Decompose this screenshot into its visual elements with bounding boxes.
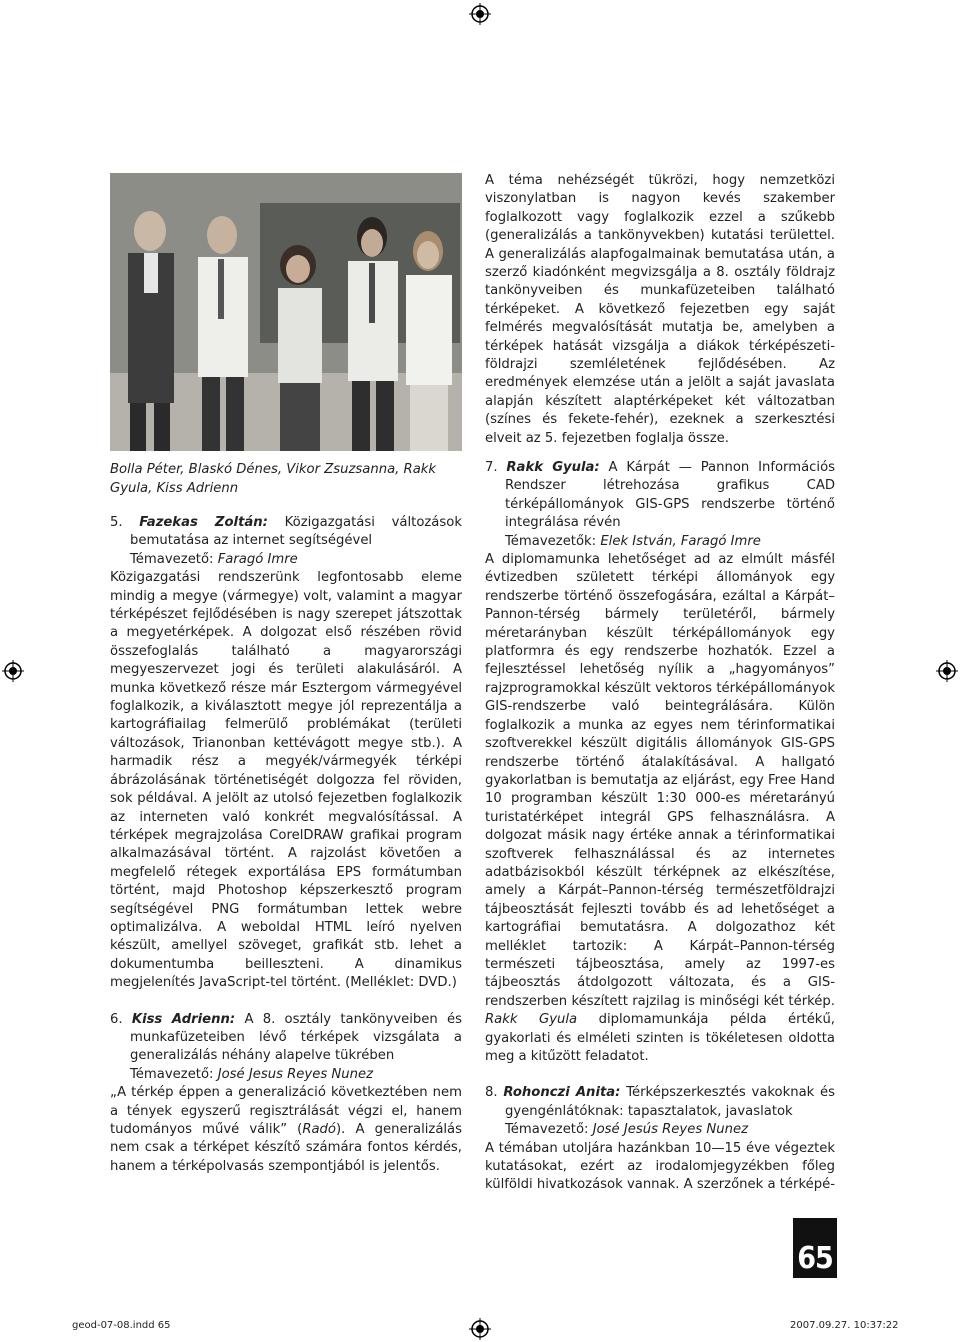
item-8-title: Térképszerkesztés vakoknak és gyengénlátóknak: tapasztalatok, javaslatok: [505, 1085, 835, 1119]
item-6-body-text: A generalizálás nem csak a térképet készítő számára fontos kérdés, hanem a térképolvasás szempontjából is jelentős.: [110, 1122, 463, 1174]
registration-mark-icon: [936, 660, 958, 682]
item-5-supervisor: Témavezető: Faragó Imre: [130, 551, 298, 567]
item-7-author: Rakk Gyula:: [506, 460, 600, 475]
item-7-closing-name: Rakk Gyula: [485, 1012, 578, 1028]
footer-file-info: geod-07-08.indd 65: [72, 1320, 171, 1331]
item-6-quote: „A térkép éppen a generalizáció következtében nem a tények egyszerű regisztrálását végzi el, hanem tudományos művé válik”: [110, 1085, 462, 1137]
registration-mark-icon: [2, 660, 24, 682]
registration-mark-icon: [469, 3, 491, 25]
item-7-number: 7.: [485, 460, 498, 475]
item-8-body: A témában utoljára hazánkban 10—15 éve végeztek kutatásokat, ezért az irodalomjegyzékben főleg külföldi hivatkozások vannak. A szerzőnek a térképé-: [485, 1140, 835, 1193]
group-photo: [110, 173, 462, 451]
item-5-body: Közigazgatási rendszerünk legfontosabb eleme mindig a megye (vármegye) volt, valamint a magyar térképészet fejlődésében is nagy szerepet játszottak a megyetérképek. A dolgozat első részében rövid összefoglalás található a magyarországi megyeszervezet jogi és területi alakulásáról. A munka következő része már Esztergom vármegyével foglalkozik, a kiválasztott megye jól reprezentálja a kartográfiailag felmerülő problémákat (területi változások, Trianonban kettévágott megye stb.). A harmadik rész a megyék/vármegyék térképi ábrázolásának történetiségét dolgozza fel röviden, sok példával. A jelölt az utolsó fejezetben foglalkozik az interneten való konkrét megvalósítással. A térképek megrajzolása CorelDRAW grafikai program alkalmazásával történt. A rajzolást követően a megfelelő rétegek exportálása EPS formátumban történt, majd Photoshop képszerkesztő program segítségével PNG formátumban lettek webre optimalizálva. A weboldal HTML leíró nyelven készült, amellyel szöveget, grafikát stb. lehet a dokumentumba beilleszteni. A dinamikus megjelenítés JavaScript-tel történt. (Melléklet: DVD.): [110, 570, 462, 991]
right-column: [485, 459, 835, 1195]
item-5-number: 5.: [110, 515, 123, 530]
footer-timestamp: 2007.09.27. 10:37:22: [790, 1320, 899, 1331]
item-5-heading: [110, 514, 462, 551]
item-7-supervisor: Témavezetők: Elek István, Faragó Imre: [505, 533, 761, 549]
item-7-heading: [485, 459, 835, 533]
item-7-title: A Kárpát — Pannon Információs Rendszer létrehozása grafikus CAD térképállományok GIS-GPS rendszerbe történő integrálása révén: [505, 460, 836, 531]
item-7-closing: diplomamunkája példa értékű, gyakorlati és elméleti szinten is tökéletesen oldotta meg a kitűzött feladatot.: [485, 1012, 835, 1064]
intro-paragraph-column: [485, 172, 835, 448]
item-8-supervisor: Témavezető: José Jesús Reyes Nunez: [505, 1122, 749, 1138]
item-6-supervisor: Témavezető: José Jesus Reyes Nunez: [130, 1066, 374, 1082]
intro-paragraph: A téma nehézségét tükrözi, hogy nemzetközi viszonylatban is nagyon kevés szakember foglalkozott vagy foglalkozik ezzel a szűkebb (generalizálás a tankönyvekben) kutatási területtel. A generalizálás alapfogalmainak bemutatása után, a szerző kiadónként megvizsgálja a 8. osztály földrajz tankönyveiben és munkafüzeteiben található térképeket. A következő fejezetben egy saját felmérés megvalósítását mutatja be, amelyben a térképek hatását vizsgálja a diákok térképészeti-földrajzi szemléletének fejlődésében. Az eredmények elemzése után a jelölt a saját javaslata alapján készített alaptérképeket két változatban (színes és fekete-fehér), ezeknek a szerkesztési elveit az 5. fejezetben foglalja össze.: [485, 173, 835, 446]
item-6-heading: [110, 1011, 462, 1066]
item-5-author: Fazekas Zoltán:: [139, 515, 268, 530]
page-number: 65: [793, 1218, 837, 1278]
item-8-number: 8.: [485, 1085, 498, 1101]
item-6-author: Kiss Adrienn:: [131, 1011, 236, 1027]
item-8-author: Rohonczi Anita:: [503, 1085, 621, 1101]
photo-caption: Bolla Péter, Blaskó Dénes, Vikor Zsuzsanna, Rakk Gyula, Kiss Adrienn: [110, 462, 437, 496]
item-6-body: „A térkép éppen a generalizáció következtében nem a tények egyszerű regisztrálását végzi el, hanem tudományos művé válik” (Radó). A generalizálás nem csak a térképet készítő számára fontos kérdés, hanem a térképolvasás szempontjából is jelentős.: [110, 1085, 463, 1174]
item-5-title: Közigazgatási változások bemutatása az internet segítségével: [130, 515, 462, 549]
group-photo-image: [110, 173, 462, 451]
left-column: [110, 514, 462, 1176]
item-6-title: A 8. osztály tankönyveiben és munkafüzeteiben lévő térképek vizsgálata a generalizálás néhány alapelve tükrében: [130, 1011, 462, 1064]
item-6-number: 6.: [110, 1011, 123, 1027]
item-6-quote-source: Radó: [302, 1122, 336, 1137]
registration-mark-icon: [469, 1318, 491, 1340]
item-8-heading: [485, 1084, 835, 1121]
item-7-body: A diplomamunka lehetőséget ad az elmúlt másfél évtizedben született térképi állományok egy rendszerbe történő összefogására, ezáltal a Kárpát–Pannon-térség bármely területéről, bármely méretarányban készült térképállományok egy platformra és egy rendszerbe hozhatók. Ezzel a fejlesztéssel lehetőség nyílik a „hagyományos” rajzprogramokkal készült vektoros térképállományok GIS-rendszerbe való beintegrálására. Külön foglalkozik a munka az egyes nem térinformatikai szoftverekkel készült digitális állományok GIS-GPS rendszerbe történő átalakításával. A hallgató gyakorlatban is bemutatja az eljárást, egy Free Hand 10 programban készült 1:30 000-es méretarányú turistatérképet integrál GPS felhasználásra. A dolgozat másik nagy értéke annak a térinformatikai szoftverek felhasználással és az internetes adatbázisokból készült térképnek az elkészítése, amely a Kárpát–Pannon-térség természetföldrajzi tájbeosztását fejleszti tovább és ad lehetőséget a kartográfiai bemutatásra. A dolgozathoz két melléklet tartozik: A Kárpát–Pannon-térség természeti tájbeosztása, amely az 1997-es tájbeosztás átdolgozott változata, és a GIS-rendszerben készített rajzilag is minőségi két térkép. Rakk Gyula diplomamunkája példa értékű, gyakorlati és elméleti szinten is tökéletesen oldotta meg a kitűzött feladatot.: [485, 552, 835, 1064]
